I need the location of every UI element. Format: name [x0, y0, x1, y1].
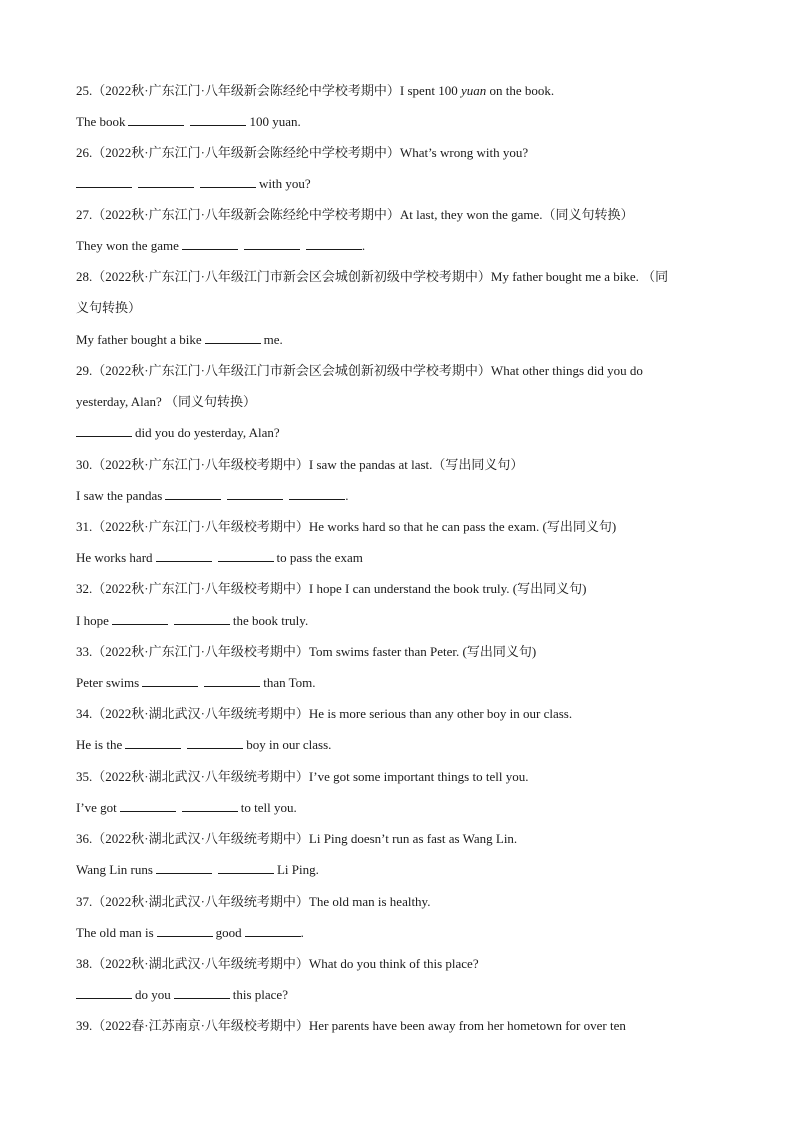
- question-38: [76, 955, 721, 973]
- answer-blank[interactable]: [174, 612, 230, 625]
- question-text: Her parents have been away from her hometown for over ten: [308, 1018, 626, 1033]
- question-number: 28.: [76, 269, 93, 284]
- question-29-continued: [76, 393, 721, 411]
- question-text: 义句转换）: [76, 300, 142, 315]
- answer-suffix: the book truly.: [232, 613, 309, 628]
- question-source: （2022秋·湖北武汉·八年级统考期中）: [92, 831, 309, 846]
- question-text-italic: yuan: [460, 83, 487, 98]
- question-source: （2022秋·广东江门·八年级校考期中）: [92, 457, 309, 472]
- question-number: 38.: [76, 956, 93, 971]
- answer-blank[interactable]: [76, 986, 132, 999]
- question-31: [76, 518, 721, 536]
- answer-blank[interactable]: [244, 237, 300, 250]
- answer-suffix: to pass the exam: [276, 550, 363, 565]
- question-28: [76, 268, 721, 286]
- answer-blank[interactable]: [227, 487, 283, 500]
- question-number: 34.: [76, 706, 93, 721]
- question-text: yesterday, Alan? （同义句转换）: [76, 394, 257, 409]
- answer-blank[interactable]: [138, 175, 194, 188]
- answer-suffix: boy in our class.: [246, 737, 332, 752]
- question-37: [76, 893, 721, 911]
- answer-37: [76, 924, 721, 942]
- answer-25: [76, 113, 721, 131]
- answer-prefix: I saw the pandas: [76, 488, 163, 503]
- answer-suffix: to tell you.: [240, 800, 297, 815]
- question-number: 32.: [76, 581, 93, 596]
- question-source: （2022秋·广东江门·八年级校考期中）: [92, 519, 309, 534]
- answer-suffix: this place?: [232, 987, 288, 1002]
- question-29: [76, 362, 721, 380]
- answer-prefix: My father bought a bike: [76, 332, 202, 347]
- question-source: （2022秋·湖北武汉·八年级统考期中）: [92, 706, 309, 721]
- question-27: [76, 206, 721, 224]
- question-28-continued: [76, 299, 721, 317]
- answer-suffix: than Tom.: [263, 675, 316, 690]
- answer-prefix: He is the: [76, 737, 123, 752]
- answer-suffix: with you?: [259, 176, 311, 191]
- answer-prefix: I’ve got: [76, 800, 117, 815]
- question-number: 35.: [76, 769, 93, 784]
- answer-prefix: He works hard: [76, 550, 153, 565]
- question-source: （2022秋·广东江门·八年级校考期中）: [92, 644, 309, 659]
- answer-28: [76, 331, 721, 349]
- question-text: What’s wrong with you?: [399, 145, 529, 160]
- question-text: I saw the pandas at last.（写出同义句）: [308, 457, 524, 472]
- answer-blank[interactable]: [204, 674, 260, 687]
- answer-blank[interactable]: [174, 986, 230, 999]
- answer-prefix: They won the game: [76, 238, 179, 253]
- question-text: I’ve got some important things to tell you.: [308, 769, 529, 784]
- question-number: 27.: [76, 207, 93, 222]
- question-source: （2022秋·广东江门·八年级新会陈经纶中学校考期中）: [92, 207, 400, 222]
- question-number: 36.: [76, 831, 93, 846]
- answer-suffix: Li Ping.: [276, 862, 319, 877]
- answer-35: [76, 799, 721, 817]
- question-text: He is more serious than any other boy in our class.: [308, 706, 573, 721]
- question-source: （2022秋·广东江门·八年级新会陈经纶中学校考期中）: [92, 145, 400, 160]
- question-source: （2022秋·广东江门·八年级江门市新会区会城创新初级中学校考期中）: [92, 269, 491, 284]
- question-34: [76, 705, 721, 723]
- answer-middle: good: [215, 925, 242, 940]
- question-26: [76, 144, 721, 162]
- answer-suffix: me.: [263, 332, 283, 347]
- question-text: The old man is healthy.: [308, 894, 431, 909]
- answer-prefix: Peter swims: [76, 675, 140, 690]
- question-source: （2022秋·广东江门·八年级江门市新会区会城创新初级中学校考期中）: [92, 363, 491, 378]
- answer-blank[interactable]: [165, 487, 221, 500]
- answer-prefix: I hope: [76, 613, 109, 628]
- question-text: Tom swims faster than Peter. (写出同义句): [308, 644, 537, 659]
- answer-blank[interactable]: [128, 113, 184, 126]
- question-number: 26.: [76, 145, 93, 160]
- question-number: 31.: [76, 519, 93, 534]
- answer-38: [76, 986, 721, 1004]
- answer-blank[interactable]: [187, 736, 243, 749]
- question-25: [76, 82, 721, 100]
- question-source: （2022秋·湖北武汉·八年级统考期中）: [92, 894, 309, 909]
- answer-blank[interactable]: [157, 924, 213, 937]
- question-text: At last, they won the game.（同义句转换）: [399, 207, 634, 222]
- question-30: [76, 456, 721, 474]
- question-source: （2022秋·广东江门·八年级校考期中）: [92, 581, 309, 596]
- question-text: My father bought me a bike. （同: [490, 269, 669, 284]
- answer-34: [76, 736, 721, 754]
- answer-blank[interactable]: [205, 331, 261, 344]
- question-number: 30.: [76, 457, 93, 472]
- answer-32: [76, 612, 721, 630]
- answer-prefix: Wang Lin runs: [76, 862, 153, 877]
- answer-36: [76, 861, 721, 879]
- question-text: I hope I can understand the book truly. (写出同义句): [308, 581, 587, 596]
- answer-33: [76, 674, 721, 692]
- question-source: （2022秋·广东江门·八年级新会陈经纶中学校考期中）: [92, 83, 400, 98]
- answer-suffix: .: [300, 925, 304, 940]
- question-36: [76, 830, 721, 848]
- question-number: 33.: [76, 644, 93, 659]
- answer-blank[interactable]: [112, 612, 168, 625]
- answer-blank[interactable]: [156, 549, 212, 562]
- question-39: [76, 1017, 721, 1035]
- answer-30: [76, 487, 721, 505]
- answer-blank[interactable]: [142, 674, 198, 687]
- question-number: 39.: [76, 1018, 93, 1033]
- question-33: [76, 643, 721, 661]
- answer-blank[interactable]: [76, 175, 132, 188]
- answer-suffix: did you do yesterday, Alan?: [135, 425, 280, 440]
- answer-26: [76, 175, 721, 193]
- question-text: What do you think of this place?: [308, 956, 479, 971]
- question-number: 25.: [76, 83, 93, 98]
- question-number: 37.: [76, 894, 93, 909]
- question-35: [76, 768, 721, 786]
- answer-29: [76, 424, 721, 442]
- answer-suffix: .: [361, 238, 366, 253]
- answer-blank[interactable]: [218, 861, 274, 874]
- answer-blank[interactable]: [200, 175, 256, 188]
- answer-blank[interactable]: [190, 113, 246, 126]
- answer-blank[interactable]: [306, 237, 362, 250]
- answer-blank[interactable]: [120, 799, 176, 812]
- answer-blank[interactable]: [245, 924, 301, 937]
- question-text: He works hard so that he can pass the exam. (写出同义句): [308, 519, 617, 534]
- answer-blank[interactable]: [182, 799, 238, 812]
- answer-blank[interactable]: [182, 237, 238, 250]
- answer-blank[interactable]: [156, 861, 212, 874]
- answer-suffix: 100 yuan.: [249, 114, 301, 129]
- question-text: on the book.: [486, 83, 555, 98]
- answer-prefix: The book: [76, 114, 126, 129]
- question-32: [76, 580, 721, 598]
- answer-blank[interactable]: [76, 424, 132, 437]
- answer-27: [76, 237, 721, 255]
- answer-blank[interactable]: [289, 487, 345, 500]
- question-number: 29.: [76, 363, 93, 378]
- answer-31: [76, 549, 721, 567]
- question-source: （2022秋·湖北武汉·八年级统考期中）: [92, 956, 309, 971]
- question-source: （2022秋·湖北武汉·八年级统考期中）: [92, 769, 309, 784]
- answer-blank[interactable]: [125, 736, 181, 749]
- question-text: I spent 100: [399, 83, 461, 98]
- answer-suffix: .: [345, 488, 349, 503]
- question-text: What other things did you do: [490, 363, 643, 378]
- answer-middle: do you: [135, 987, 171, 1002]
- question-source: （2022春·江苏南京·八年级校考期中）: [92, 1018, 309, 1033]
- question-text: Li Ping doesn’t run as fast as Wang Lin.: [308, 831, 518, 846]
- answer-blank[interactable]: [218, 549, 274, 562]
- answer-prefix: The old man is: [76, 925, 154, 940]
